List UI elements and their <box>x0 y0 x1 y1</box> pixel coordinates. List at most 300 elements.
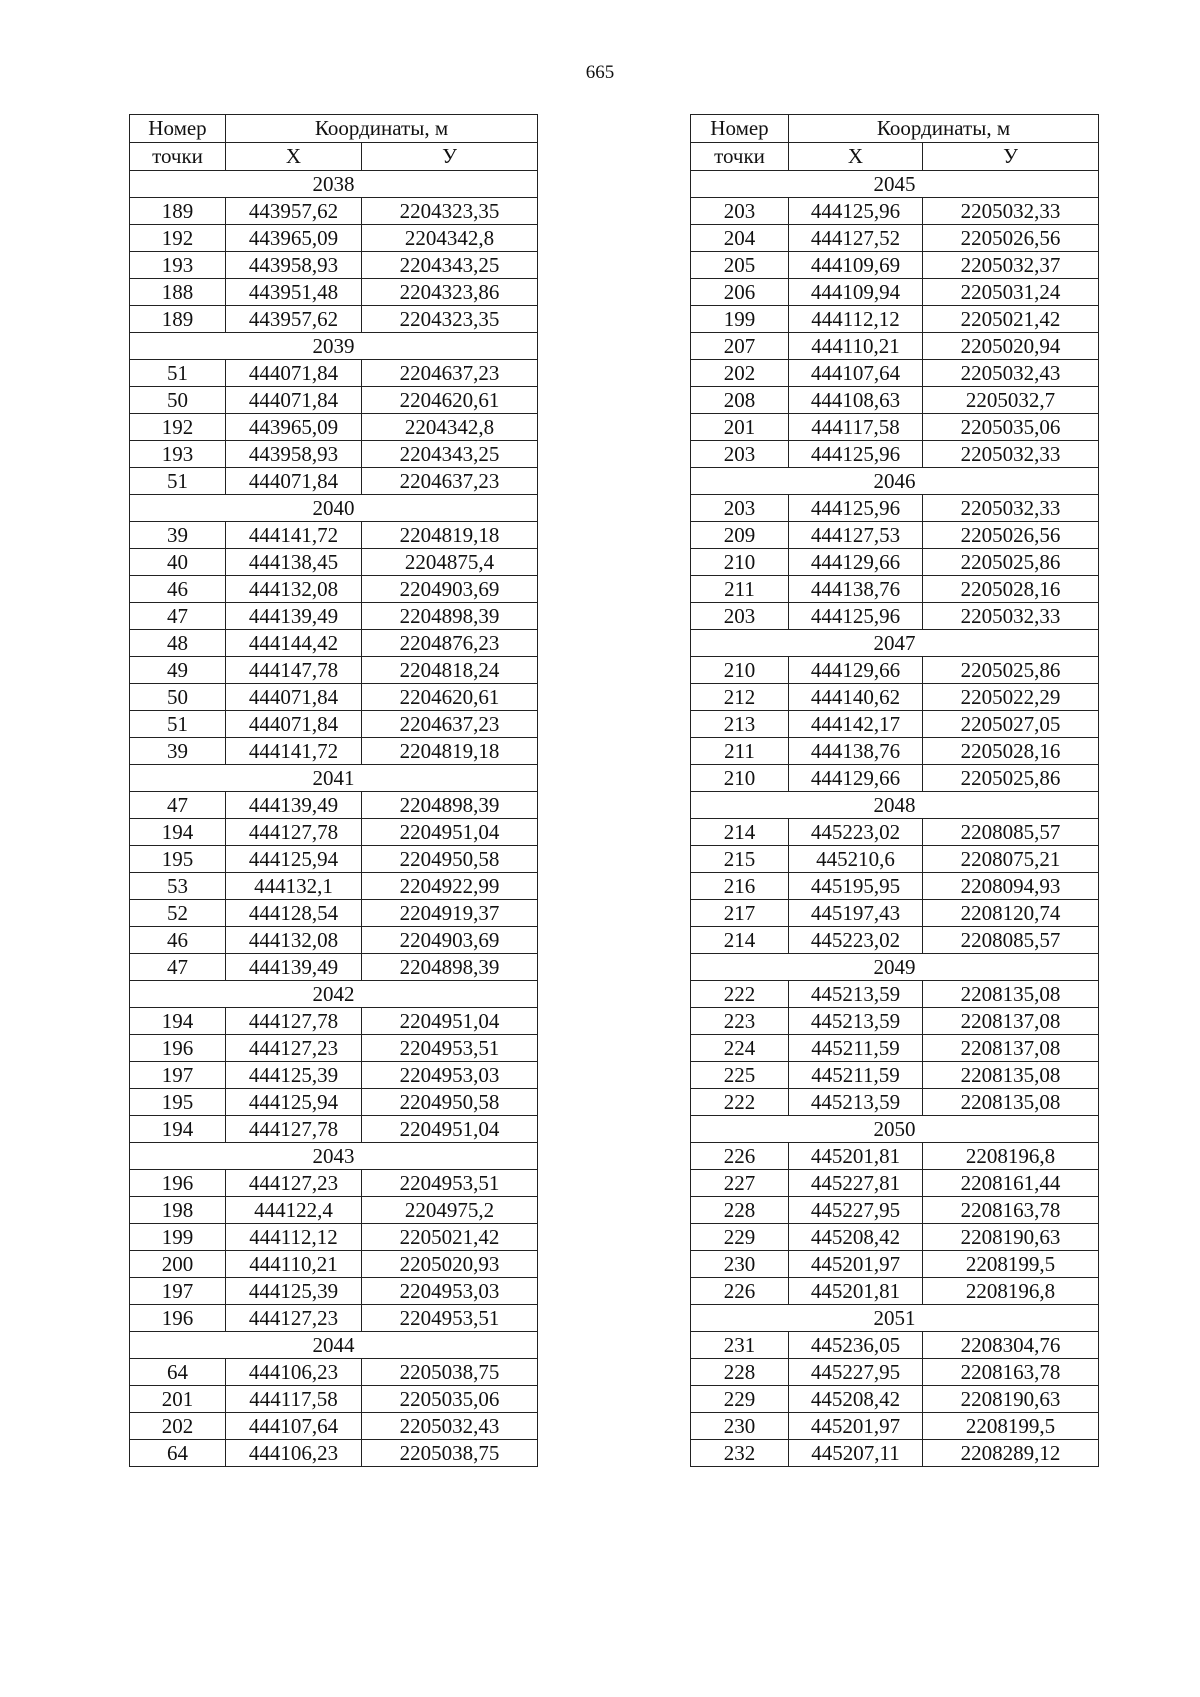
table-row <box>130 873 538 900</box>
point-number: 50 <box>130 387 226 414</box>
table-row <box>130 1170 538 1197</box>
y-coordinate: 2205032,37 <box>923 252 1099 279</box>
point-number: 211 <box>691 576 789 603</box>
x-coordinate: 444140,62 <box>789 684 923 711</box>
table-row <box>130 1359 538 1386</box>
x-coordinate: 444071,84 <box>226 360 362 387</box>
coordinates-table-right <box>690 114 1099 1467</box>
parcel-header-row <box>691 954 1099 981</box>
y-coordinate: 2204898,39 <box>362 792 538 819</box>
table-row <box>691 576 1099 603</box>
parcel-header-row <box>130 981 538 1008</box>
y-coordinate: 2205028,16 <box>923 576 1099 603</box>
point-number: 201 <box>691 414 789 441</box>
point-number: 227 <box>691 1170 789 1197</box>
x-coordinate: 444139,49 <box>226 603 362 630</box>
parcel-header-row <box>691 171 1099 198</box>
table-body <box>691 171 1099 1467</box>
table-row <box>691 198 1099 225</box>
y-coordinate: 2204637,23 <box>362 711 538 738</box>
table-row <box>130 792 538 819</box>
y-coordinate: 2205021,42 <box>923 306 1099 333</box>
y-coordinate: 2204951,04 <box>362 1116 538 1143</box>
x-coordinate: 443958,93 <box>226 252 362 279</box>
table-row <box>130 1224 538 1251</box>
x-coordinate: 444128,54 <box>226 900 362 927</box>
parcel-header-row <box>691 792 1099 819</box>
x-coordinate: 444122,4 <box>226 1197 362 1224</box>
y-coordinate: 2208289,12 <box>923 1440 1099 1467</box>
x-coordinate: 444141,72 <box>226 738 362 765</box>
table-row <box>691 1170 1099 1197</box>
parcel-header-row <box>130 333 538 360</box>
x-coordinate: 444127,78 <box>226 819 362 846</box>
parcel-header-row <box>130 1332 538 1359</box>
point-number: 52 <box>130 900 226 927</box>
point-number: 203 <box>691 603 789 630</box>
header-coordinates: Координаты, м <box>226 115 538 143</box>
x-coordinate: 443957,62 <box>226 306 362 333</box>
table-row <box>691 1143 1099 1170</box>
x-coordinate: 445223,02 <box>789 819 923 846</box>
x-coordinate: 444125,96 <box>789 495 923 522</box>
table-row <box>691 1413 1099 1440</box>
point-number: 230 <box>691 1251 789 1278</box>
y-coordinate: 2204637,23 <box>362 360 538 387</box>
parcel-header-row <box>130 1143 538 1170</box>
y-coordinate: 2204875,4 <box>362 549 538 576</box>
point-number: 194 <box>130 1008 226 1035</box>
x-coordinate: 444125,94 <box>226 1089 362 1116</box>
table-row <box>691 603 1099 630</box>
parcel-header-row <box>130 495 538 522</box>
table-row <box>691 333 1099 360</box>
x-coordinate: 444071,84 <box>226 387 362 414</box>
x-coordinate: 445197,43 <box>789 900 923 927</box>
x-coordinate: 444110,21 <box>789 333 923 360</box>
table-row <box>691 981 1099 1008</box>
parcel-number: 2046 <box>691 468 1099 495</box>
x-coordinate: 445236,05 <box>789 1332 923 1359</box>
point-number: 214 <box>691 927 789 954</box>
table-row <box>691 846 1099 873</box>
parcel-header-row <box>130 765 538 792</box>
table-row <box>130 1008 538 1035</box>
table-row <box>130 1278 538 1305</box>
y-coordinate: 2204951,04 <box>362 819 538 846</box>
point-number: 222 <box>691 981 789 1008</box>
parcel-number: 2049 <box>691 954 1099 981</box>
y-coordinate: 2208075,21 <box>923 846 1099 873</box>
y-coordinate: 2208094,93 <box>923 873 1099 900</box>
table-row <box>691 927 1099 954</box>
y-coordinate: 2204323,35 <box>362 198 538 225</box>
point-number: 223 <box>691 1008 789 1035</box>
point-number: 195 <box>130 846 226 873</box>
table-row <box>130 360 538 387</box>
y-coordinate: 2204953,03 <box>362 1278 538 1305</box>
table-row <box>130 306 538 333</box>
point-number: 193 <box>130 252 226 279</box>
point-number: 197 <box>130 1278 226 1305</box>
parcel-header-row <box>691 468 1099 495</box>
point-number: 64 <box>130 1359 226 1386</box>
point-number: 230 <box>691 1413 789 1440</box>
y-coordinate: 2204951,04 <box>362 1008 538 1035</box>
x-coordinate: 444071,84 <box>226 468 362 495</box>
x-coordinate: 443958,93 <box>226 441 362 468</box>
table-row <box>691 441 1099 468</box>
parcel-header-row <box>691 630 1099 657</box>
point-number: 51 <box>130 360 226 387</box>
x-coordinate: 445213,59 <box>789 1008 923 1035</box>
x-coordinate: 444112,12 <box>789 306 923 333</box>
point-number: 224 <box>691 1035 789 1062</box>
table-row <box>691 522 1099 549</box>
parcel-number: 2041 <box>130 765 538 792</box>
table-row <box>130 657 538 684</box>
x-coordinate: 444127,53 <box>789 522 923 549</box>
x-coordinate: 443957,62 <box>226 198 362 225</box>
y-coordinate: 2204950,58 <box>362 1089 538 1116</box>
y-coordinate: 2205025,86 <box>923 765 1099 792</box>
table-row <box>691 1332 1099 1359</box>
y-coordinate: 2204903,69 <box>362 576 538 603</box>
y-coordinate: 2204922,99 <box>362 873 538 900</box>
x-coordinate: 444132,1 <box>226 873 362 900</box>
y-coordinate: 2205032,33 <box>923 198 1099 225</box>
table-row <box>691 414 1099 441</box>
point-number: 48 <box>130 630 226 657</box>
x-coordinate: 445210,6 <box>789 846 923 873</box>
table-row <box>130 549 538 576</box>
x-coordinate: 444109,69 <box>789 252 923 279</box>
x-coordinate: 444125,96 <box>789 603 923 630</box>
table-row <box>130 279 538 306</box>
table-row <box>691 1386 1099 1413</box>
point-number: 214 <box>691 819 789 846</box>
header-point-number-line2: точки <box>691 143 789 171</box>
point-number: 199 <box>691 306 789 333</box>
x-coordinate: 444125,39 <box>226 1062 362 1089</box>
point-number: 39 <box>130 522 226 549</box>
y-coordinate: 2208196,8 <box>923 1278 1099 1305</box>
x-coordinate: 443965,09 <box>226 414 362 441</box>
x-coordinate: 444141,72 <box>226 522 362 549</box>
parcel-header-row <box>691 1305 1099 1332</box>
point-number: 47 <box>130 954 226 981</box>
x-coordinate: 444109,94 <box>789 279 923 306</box>
point-number: 204 <box>691 225 789 252</box>
x-coordinate: 445223,02 <box>789 927 923 954</box>
point-number: 226 <box>691 1278 789 1305</box>
x-coordinate: 444142,17 <box>789 711 923 738</box>
parcel-number: 2050 <box>691 1116 1099 1143</box>
x-coordinate: 445201,97 <box>789 1251 923 1278</box>
x-coordinate: 445195,95 <box>789 873 923 900</box>
table-row <box>691 1440 1099 1467</box>
parcel-number: 2039 <box>130 333 538 360</box>
header-y: У <box>362 143 538 171</box>
y-coordinate: 2205032,43 <box>362 1413 538 1440</box>
point-number: 210 <box>691 657 789 684</box>
x-coordinate: 445227,95 <box>789 1197 923 1224</box>
parcel-number: 2044 <box>130 1332 538 1359</box>
y-coordinate: 2208190,63 <box>923 1386 1099 1413</box>
x-coordinate: 444144,42 <box>226 630 362 657</box>
y-coordinate: 2204343,25 <box>362 252 538 279</box>
x-coordinate: 444110,21 <box>226 1251 362 1278</box>
point-number: 210 <box>691 765 789 792</box>
x-coordinate: 445207,11 <box>789 1440 923 1467</box>
table-row <box>691 1359 1099 1386</box>
x-coordinate: 445211,59 <box>789 1035 923 1062</box>
y-coordinate: 2205025,86 <box>923 549 1099 576</box>
table-row <box>130 738 538 765</box>
y-coordinate: 2205020,93 <box>362 1251 538 1278</box>
x-coordinate: 444127,78 <box>226 1116 362 1143</box>
x-coordinate: 444117,58 <box>789 414 923 441</box>
header-point-number-line2: точки <box>130 143 226 171</box>
x-coordinate: 444129,66 <box>789 765 923 792</box>
table-row <box>691 360 1099 387</box>
point-number: 228 <box>691 1197 789 1224</box>
x-coordinate: 444139,49 <box>226 954 362 981</box>
table-row <box>130 1062 538 1089</box>
table-row <box>691 1008 1099 1035</box>
y-coordinate: 2204342,8 <box>362 414 538 441</box>
point-number: 215 <box>691 846 789 873</box>
point-number: 208 <box>691 387 789 414</box>
y-coordinate: 2205038,75 <box>362 1359 538 1386</box>
y-coordinate: 2208199,5 <box>923 1413 1099 1440</box>
x-coordinate: 444138,76 <box>789 738 923 765</box>
y-coordinate: 2208135,08 <box>923 981 1099 1008</box>
x-coordinate: 444147,78 <box>226 657 362 684</box>
y-coordinate: 2204953,03 <box>362 1062 538 1089</box>
table-row <box>130 225 538 252</box>
table-row <box>130 819 538 846</box>
parcel-number: 2045 <box>691 171 1099 198</box>
point-number: 232 <box>691 1440 789 1467</box>
x-coordinate: 444132,08 <box>226 927 362 954</box>
y-coordinate: 2204620,61 <box>362 684 538 711</box>
parcel-number: 2051 <box>691 1305 1099 1332</box>
point-number: 196 <box>130 1170 226 1197</box>
y-coordinate: 2204323,86 <box>362 279 538 306</box>
y-coordinate: 2204342,8 <box>362 225 538 252</box>
y-coordinate: 2208135,08 <box>923 1089 1099 1116</box>
point-number: 64 <box>130 1440 226 1467</box>
y-coordinate: 2208199,5 <box>923 1251 1099 1278</box>
table-row <box>130 603 538 630</box>
point-number: 209 <box>691 522 789 549</box>
x-coordinate: 445227,81 <box>789 1170 923 1197</box>
y-coordinate: 2208196,8 <box>923 1143 1099 1170</box>
x-coordinate: 444112,12 <box>226 1224 362 1251</box>
x-coordinate: 444125,96 <box>789 198 923 225</box>
x-coordinate: 445213,59 <box>789 1089 923 1116</box>
table-row <box>691 387 1099 414</box>
table-row <box>130 1413 538 1440</box>
table-row <box>130 1440 538 1467</box>
x-coordinate: 444127,23 <box>226 1035 362 1062</box>
table-row <box>691 279 1099 306</box>
x-coordinate: 444106,23 <box>226 1359 362 1386</box>
point-number: 231 <box>691 1332 789 1359</box>
point-number: 189 <box>130 306 226 333</box>
page-number: 665 <box>585 62 615 83</box>
x-coordinate: 444138,45 <box>226 549 362 576</box>
point-number: 207 <box>691 333 789 360</box>
x-coordinate: 444071,84 <box>226 711 362 738</box>
point-number: 203 <box>691 495 789 522</box>
table-row <box>130 387 538 414</box>
y-coordinate: 2204898,39 <box>362 954 538 981</box>
table-row <box>691 549 1099 576</box>
point-number: 200 <box>130 1251 226 1278</box>
table-row <box>130 414 538 441</box>
point-number: 196 <box>130 1305 226 1332</box>
table-row <box>691 252 1099 279</box>
point-number: 202 <box>130 1413 226 1440</box>
parcel-number: 2042 <box>130 981 538 1008</box>
y-coordinate: 2204919,37 <box>362 900 538 927</box>
point-number: 201 <box>130 1386 226 1413</box>
coordinates-table-left <box>129 114 538 1467</box>
point-number: 228 <box>691 1359 789 1386</box>
table-row <box>691 1224 1099 1251</box>
point-number: 229 <box>691 1386 789 1413</box>
point-number: 51 <box>130 468 226 495</box>
point-number: 49 <box>130 657 226 684</box>
parcel-number: 2043 <box>130 1143 538 1170</box>
y-coordinate: 2208137,08 <box>923 1008 1099 1035</box>
x-coordinate: 444129,66 <box>789 657 923 684</box>
x-coordinate: 444127,23 <box>226 1305 362 1332</box>
x-coordinate: 443965,09 <box>226 225 362 252</box>
y-coordinate: 2205026,56 <box>923 522 1099 549</box>
x-coordinate: 444071,84 <box>226 684 362 711</box>
point-number: 203 <box>691 441 789 468</box>
y-coordinate: 2205035,06 <box>362 1386 538 1413</box>
x-coordinate: 444125,96 <box>789 441 923 468</box>
point-number: 47 <box>130 603 226 630</box>
x-coordinate: 444117,58 <box>226 1386 362 1413</box>
point-number: 198 <box>130 1197 226 1224</box>
point-number: 188 <box>130 279 226 306</box>
point-number: 226 <box>691 1143 789 1170</box>
y-coordinate: 2208137,08 <box>923 1035 1099 1062</box>
point-number: 195 <box>130 1089 226 1116</box>
y-coordinate: 2204876,23 <box>362 630 538 657</box>
y-coordinate: 2208120,74 <box>923 900 1099 927</box>
x-coordinate: 444129,66 <box>789 549 923 576</box>
y-coordinate: 2204953,51 <box>362 1035 538 1062</box>
y-coordinate: 2205032,33 <box>923 603 1099 630</box>
x-coordinate: 444127,52 <box>789 225 923 252</box>
table-body <box>130 171 538 1467</box>
y-coordinate: 2208161,44 <box>923 1170 1099 1197</box>
header-point-number: Номер <box>691 115 789 143</box>
parcel-number: 2047 <box>691 630 1099 657</box>
table-row <box>130 252 538 279</box>
y-coordinate: 2208163,78 <box>923 1359 1099 1386</box>
y-coordinate: 2205031,24 <box>923 279 1099 306</box>
table-row <box>691 1251 1099 1278</box>
table-row <box>691 873 1099 900</box>
point-number: 192 <box>130 225 226 252</box>
table-row <box>691 1035 1099 1062</box>
point-number: 210 <box>691 549 789 576</box>
point-number: 193 <box>130 441 226 468</box>
y-coordinate: 2208163,78 <box>923 1197 1099 1224</box>
x-coordinate: 444138,76 <box>789 576 923 603</box>
x-coordinate: 443951,48 <box>226 279 362 306</box>
table-row <box>130 441 538 468</box>
header-coordinates: Координаты, м <box>789 115 1099 143</box>
table-row <box>130 1386 538 1413</box>
point-number: 47 <box>130 792 226 819</box>
point-number: 217 <box>691 900 789 927</box>
table-row <box>691 1197 1099 1224</box>
header-point-number: Номер <box>130 115 226 143</box>
point-number: 40 <box>130 549 226 576</box>
point-number: 46 <box>130 927 226 954</box>
table-row <box>130 468 538 495</box>
table-row <box>691 225 1099 252</box>
y-coordinate: 2204620,61 <box>362 387 538 414</box>
table-row <box>691 684 1099 711</box>
parcel-number: 2038 <box>130 171 538 198</box>
y-coordinate: 2204953,51 <box>362 1170 538 1197</box>
point-number: 194 <box>130 1116 226 1143</box>
table-row <box>691 738 1099 765</box>
x-coordinate: 444139,49 <box>226 792 362 819</box>
table-row <box>130 846 538 873</box>
point-number: 50 <box>130 684 226 711</box>
table-row <box>130 900 538 927</box>
point-number: 196 <box>130 1035 226 1062</box>
header-x: X <box>789 143 923 171</box>
x-coordinate: 445227,95 <box>789 1359 923 1386</box>
parcel-header-row <box>130 171 538 198</box>
y-coordinate: 2204975,2 <box>362 1197 538 1224</box>
y-coordinate: 2204953,51 <box>362 1305 538 1332</box>
y-coordinate: 2204950,58 <box>362 846 538 873</box>
x-coordinate: 445208,42 <box>789 1224 923 1251</box>
table-row <box>130 576 538 603</box>
table-row <box>130 1305 538 1332</box>
y-coordinate: 2204898,39 <box>362 603 538 630</box>
x-coordinate: 445201,81 <box>789 1278 923 1305</box>
point-number: 211 <box>691 738 789 765</box>
table-row <box>691 306 1099 333</box>
y-coordinate: 2205032,7 <box>923 387 1099 414</box>
y-coordinate: 2205020,94 <box>923 333 1099 360</box>
point-number: 39 <box>130 738 226 765</box>
point-number: 225 <box>691 1062 789 1089</box>
table-row <box>130 1251 538 1278</box>
y-coordinate: 2208190,63 <box>923 1224 1099 1251</box>
y-coordinate: 2208304,76 <box>923 1332 1099 1359</box>
parcel-number: 2048 <box>691 792 1099 819</box>
table-row <box>130 522 538 549</box>
table-row <box>691 657 1099 684</box>
table-row <box>691 1278 1099 1305</box>
point-number: 199 <box>130 1224 226 1251</box>
y-coordinate: 2204323,35 <box>362 306 538 333</box>
